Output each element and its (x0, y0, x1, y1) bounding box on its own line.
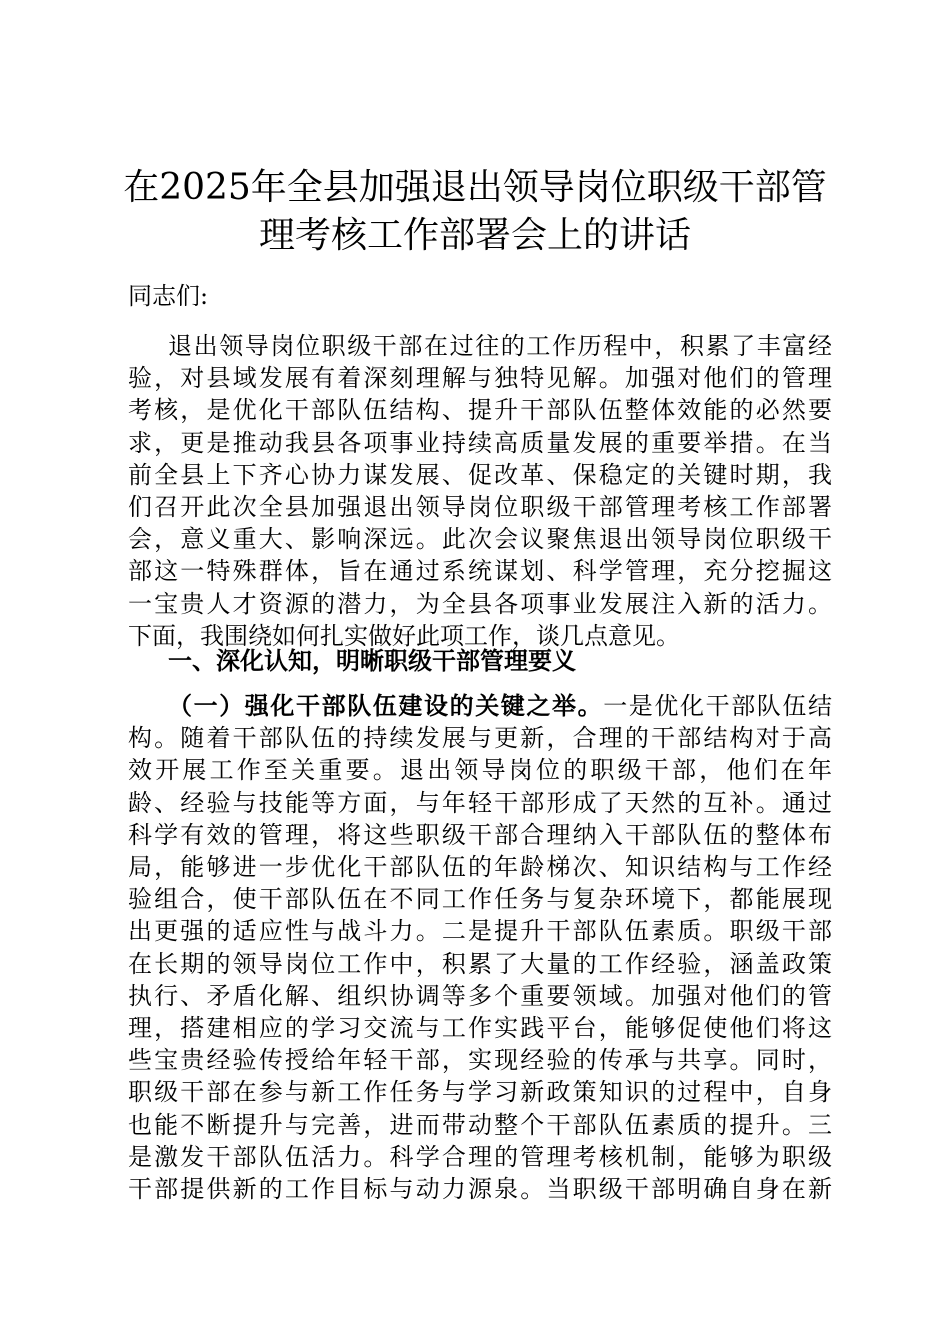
paragraph-line: 考核，是优化干部队伍结构、提升干部队伍整体效能的必然要 (128, 396, 832, 425)
paragraph-line: 理，搭建相应的学习交流与工作实践平台，能够促使他们将这 (128, 1014, 832, 1043)
paragraph-line: 会，意义重大、影响深远。此次会议聚焦退出领导岗位职级干 (128, 525, 832, 554)
section-1-heading: 一、深化认知，明晰职级干部管理要义 (168, 646, 576, 675)
paragraph-line: 效开展工作至关重要。退出领导岗位的职级干部，他们在年 (128, 756, 832, 785)
paragraph-first-line-rest: 一是优化干部队伍结 (603, 692, 833, 720)
subsection-1-paragraph (128, 690, 832, 1205)
title-line-2: 理考核工作部署会上的讲话 (258, 215, 691, 256)
paragraph-line: 验，对县域发展有着深刻理解与独特见解。加强对他们的管理 (128, 364, 832, 393)
paragraph-line: 出更强的适应性与战斗力。二是提升干部队伍素质。职级干部 (128, 917, 832, 946)
paragraph-line: 验组合，使干部队伍在不同工作任务与复杂环境下，都能展现 (128, 885, 832, 914)
paragraph-line: 龄、经验与技能等方面，与年轻干部形成了天然的互补。通过 (128, 788, 832, 817)
paragraph-line: 局，能够进一步优化干部队伍的年龄梯次、知识结构与工作经 (128, 853, 832, 882)
paragraph-line: 职级干部在参与新工作任务与学习新政策知识的过程中，自身 (128, 1078, 832, 1107)
paragraph-line: 退出领导岗位职级干部在过往的工作历程中，积累了丰富经 (168, 332, 832, 360)
paragraph-line: 执行、矛盾化解、组织协调等多个重要领域。加强对他们的管 (128, 981, 832, 1010)
paragraph-line: 构。随着干部队伍的持续发展与更新，合理的干部结构对于高 (128, 724, 832, 753)
paragraph-line: 部这一特殊群体，旨在通过系统谋划、科学管理，充分挖掘这 (128, 557, 832, 586)
paragraph-line: 科学有效的管理，将这些职级干部合理纳入干部队伍的整体布 (128, 820, 832, 849)
paragraph-line: 也能不断提升与完善，进而带动整个干部队伍素质的提升。三 (128, 1110, 832, 1139)
salutation: 同志们: (128, 282, 209, 310)
paragraph-line: 们召开此次全县加强退出领导岗位职级干部管理考核工作部署 (128, 493, 832, 522)
paragraph-line: 在长期的领导岗位工作中，积累了大量的工作经验，涵盖政策 (128, 949, 832, 978)
intro-paragraph (128, 330, 832, 652)
paragraph-first-line (128, 690, 832, 722)
subsection-1-heading: （一）强化干部队伍建设的关键之举。 (168, 691, 604, 720)
paragraph-line: 些宝贵经验传授给年轻干部，实现经验的传承与共享。同时， (128, 1046, 832, 1075)
paragraph-line: 下面，我围绕如何扎实做好此项工作，谈几点意见。 (128, 621, 680, 650)
paragraph-line: 前全县上下齐心协力谋发展、促改革、保稳定的关键时期，我 (128, 460, 832, 489)
paragraph-line: 干部提供新的工作目标与动力源泉。当职级干部明确自身在新 (128, 1175, 832, 1204)
document-title (120, 164, 830, 260)
title-line-1: 在2025年全县加强退出领导岗位职级干部管 (123, 167, 827, 208)
paragraph-line: 一宝贵人才资源的潜力，为全县各项事业发展注入新的活力。 (128, 589, 832, 618)
paragraph-line: 是激发干部队伍活力。科学合理的管理考核机制，能够为职级 (128, 1142, 832, 1171)
paragraph-line: 求，更是推动我县各项事业持续高质量发展的重要举措。在当 (128, 428, 832, 457)
